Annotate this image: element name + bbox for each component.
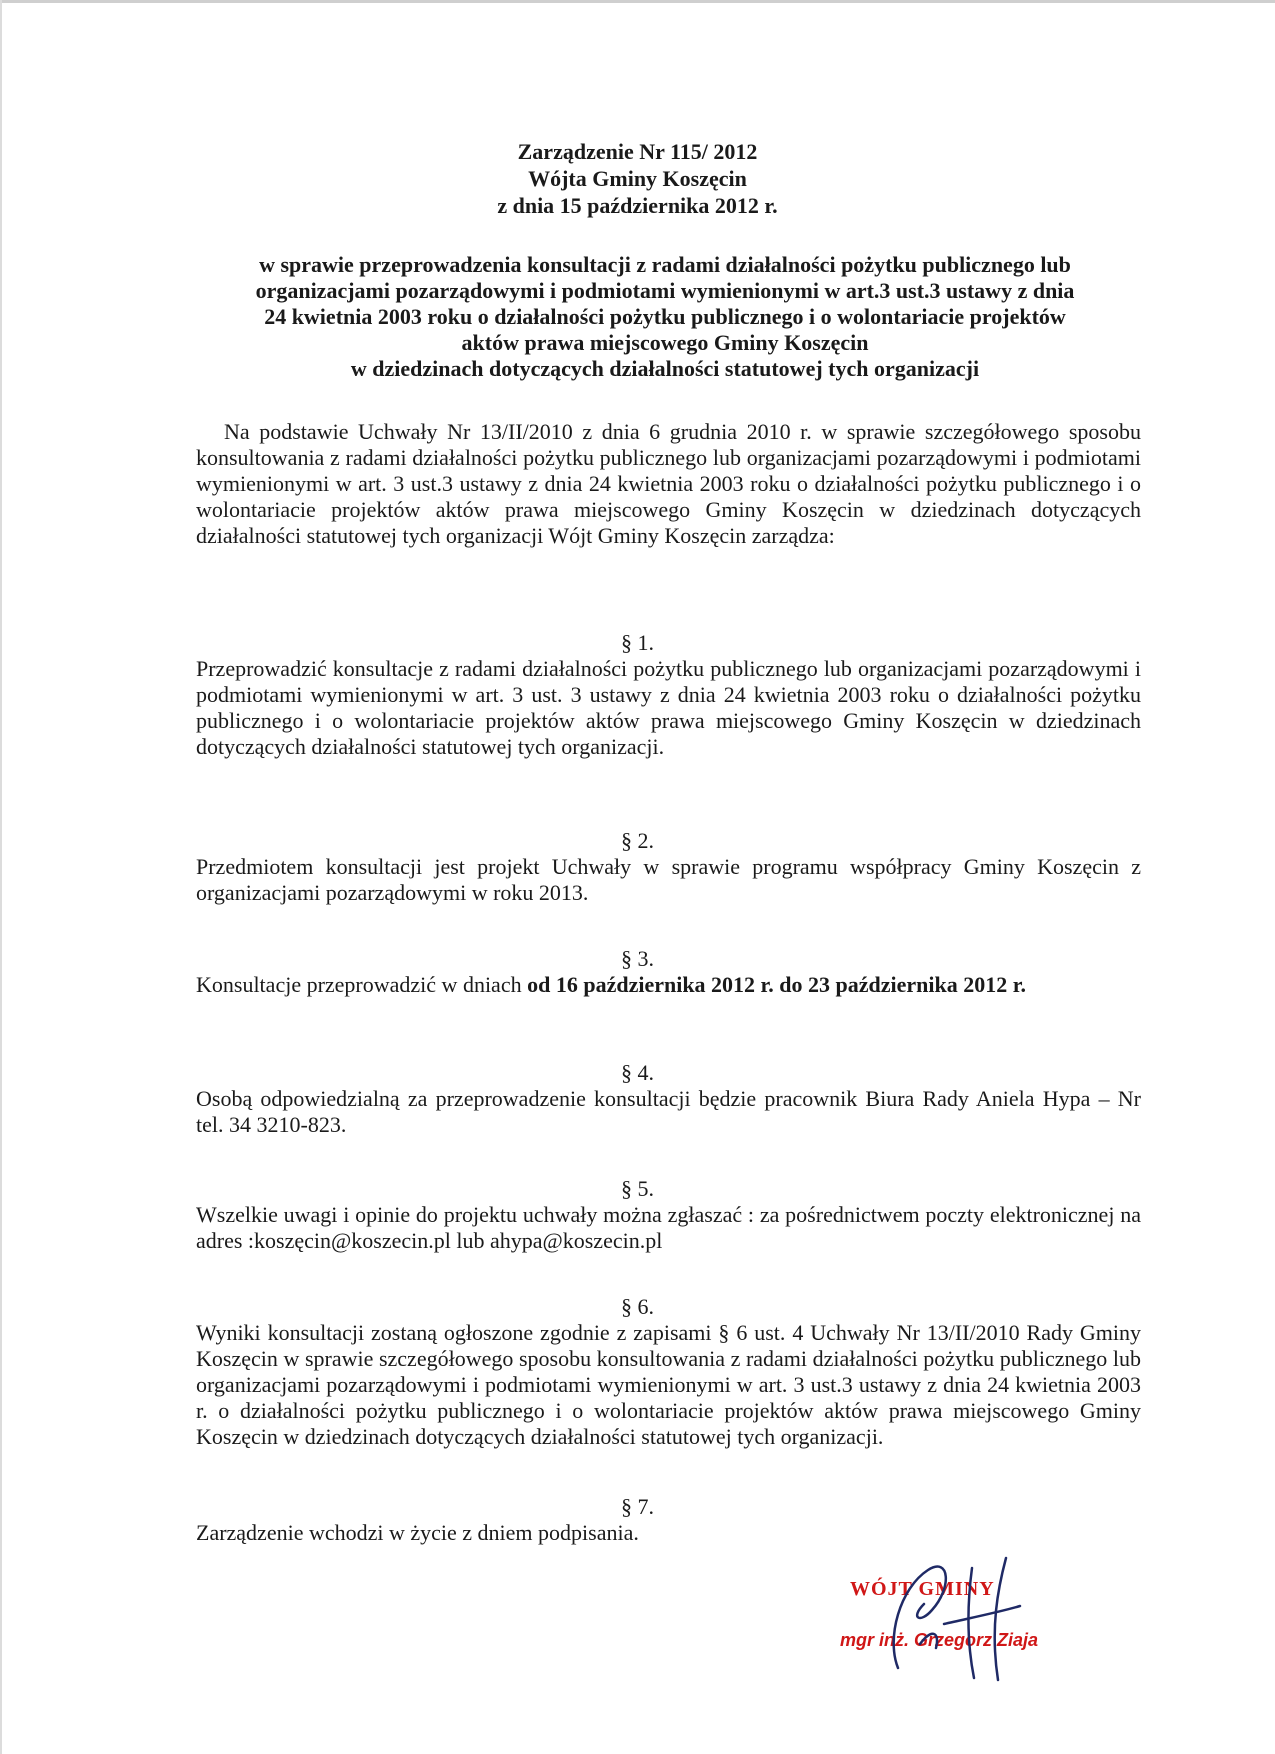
section-5-mark: § 5.: [621, 1176, 654, 1201]
section-2-text: Przedmiotem konsultacji jest projekt Uchwały w sprawie programu współpracy Gminy Koszęcin z organizacjami pozarządowymi w roku 2013.: [196, 854, 1141, 905]
section-1-text: Przeprowadzić konsultacje z radami działalności pożytku publicznego lub organizacjami pozarządowymi i podmiotami wymienionymi w art. 3 ust. 3 ustawy z dnia 24 kwietnia 2003 roku o działalności pożytku publicznego i o wolontariacie projektów aktów prawa miejscowego Gminy Koszęcin w dziedzinach dotyczących działalności statutowej tych organizacji.: [196, 656, 1141, 759]
document-subject: [195, 252, 1135, 382]
scan-edge-top: [0, 0, 1275, 3]
header-date: z dnia 15 października 2012 r.: [497, 193, 778, 218]
handwritten-signature: [880, 1548, 1030, 1688]
header-title: Zarządzenie Nr 115/ 2012: [517, 139, 758, 164]
scan-edge-left: [0, 0, 2, 1754]
section-7-text: Zarządzenie wchodzi w życie z dniem podpisania.: [196, 1520, 639, 1545]
subject-line-2: organizacjami pozarządowymi i podmiotami wymienionymi w art.3 ust.3 ustawy z dnia: [255, 278, 1075, 303]
subject-line-3: 24 kwietnia 2003 roku o działalności pożytku publicznego i o wolontariacie projektów: [264, 304, 1066, 329]
section-5-text: Wszelkie uwagi i opinie do projektu uchwały można zgłaszać : za pośrednictwem poczty elektronicznej na adres :koszęcin@koszecin.pl lub ahypa@koszecin.pl: [196, 1202, 1141, 1253]
intro-paragraph: Na podstawie Uchwały Nr 13/II/2010 z dnia 6 grudnia 2010 r. w sprawie szczegółowego sposobu konsultowania z radami działalności pożytku publicznego lub organizacjami pozarządowymi i podmiotami wymienionymi w art. 3 ust.3 ustawy z dnia 24 kwietnia 2003 roku o działalności pożytku publicznego i o wolontariacie projektów aktów prawa miejscowego Gminy Koszęcin w dziedzinach dotyczących działalności statutowej tych organizacji Wójt Gminy Koszęcin zarządza:: [196, 419, 1141, 548]
section-3-text-regular: Konsultacje przeprowadzić w dniach: [196, 972, 528, 997]
stamp-title: WÓJT GMINY: [850, 1578, 995, 1600]
section-1-mark: § 1.: [621, 630, 654, 655]
stamp-name: mgr inż. Grzegorz Ziaja: [840, 1630, 1039, 1650]
subject-line-1: w sprawie przeprowadzenia konsultacji z radami działalności pożytku publicznego lub: [259, 252, 1071, 277]
section-4-text: Osobą odpowiedzialną za przeprowadzenie konsultacji będzie pracownik Biura Rady Aniela Hypa – Nr tel. 34 3210-823.: [196, 1086, 1141, 1137]
section-7-mark: § 7.: [621, 1494, 654, 1519]
section-3-mark: § 3.: [621, 946, 654, 971]
subject-line-4: aktów prawa miejscowego Gminy Koszęcin: [461, 330, 869, 355]
section-4-mark: § 4.: [621, 1060, 654, 1085]
section-6-text: Wyniki konsultacji zostaną ogłoszone zgodnie z zapisami § 6 ust. 4 Uchwały Nr 13/II/2010 Rady Gminy Koszęcin w sprawie szczegółowego sposobu konsultowania z radami działalności pożytku publicznego lub organizacjami pozarządowymi i podmiotami wymienionymi w art. 3 ust.3 ustawy z dnia 24 kwietnia 2003 r. o działalności pożytku publicznego i o wolontariacie projektów aktów prawa miejscowego Gminy Koszęcin w dziedzinach dotyczących działalności statutowej tych organizacji.: [196, 1320, 1141, 1449]
section-2-mark: § 2.: [621, 828, 654, 853]
section-6-mark: § 6.: [621, 1294, 654, 1319]
section-3-text: [196, 972, 1141, 998]
header-issuer: Wójta Gminy Koszęcin: [528, 166, 747, 191]
subject-line-5: w dziedzinach dotyczących działalności statutowej tych organizacji: [350, 356, 980, 381]
document-header: [0, 138, 1275, 219]
section-3-dates: od 16 października 2012 r. do 23 października 2012 r.: [527, 972, 1027, 997]
